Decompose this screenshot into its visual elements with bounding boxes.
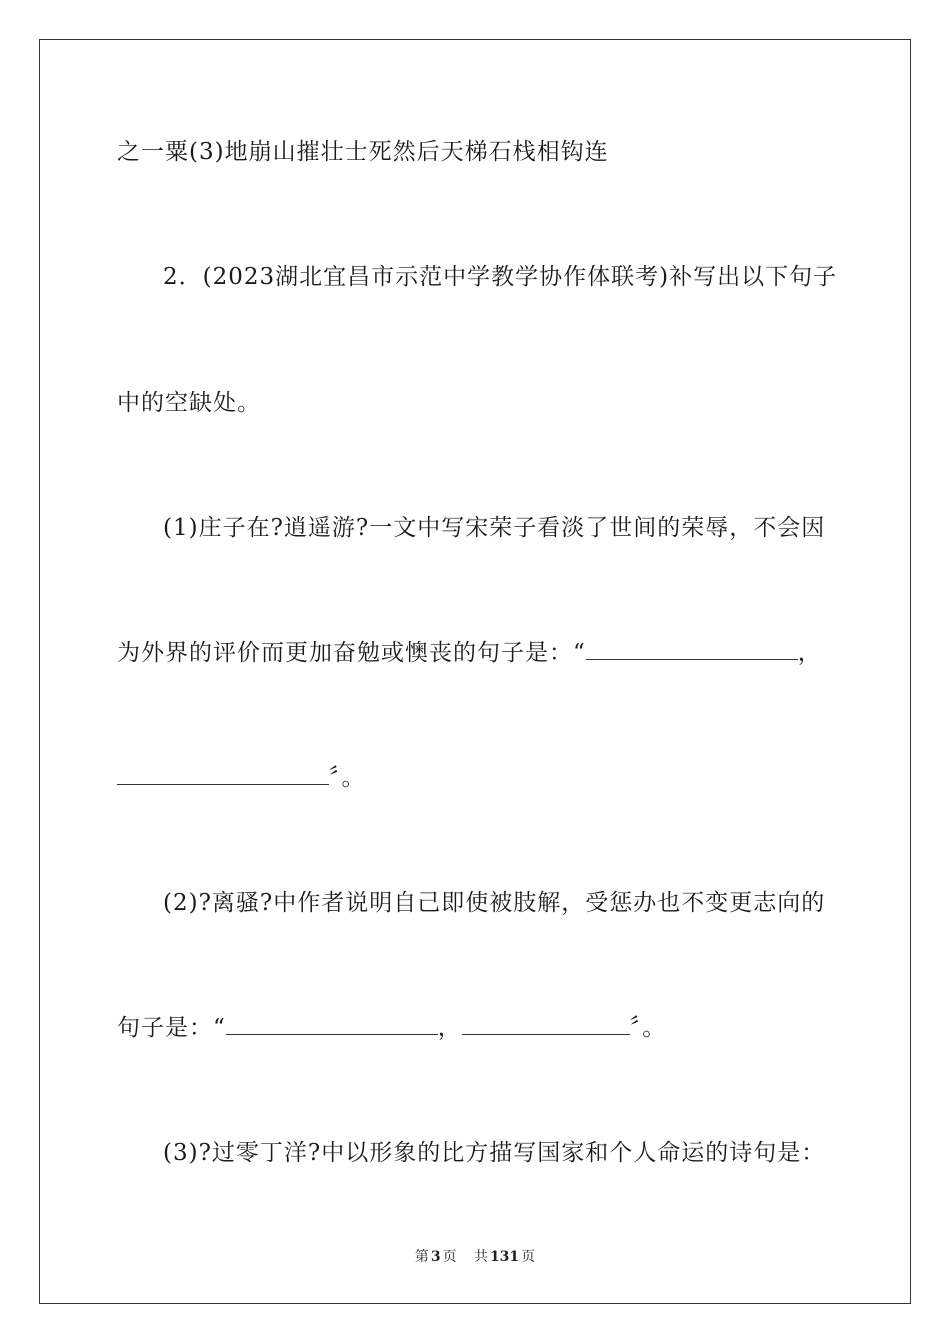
page-border	[39, 39, 911, 1304]
closing-quote: 〞。	[629, 1015, 667, 1041]
footer-page-number: 3	[430, 1249, 441, 1265]
footer-page-suffix: 页	[442, 1249, 457, 1265]
footer-total-suffix: 页	[521, 1249, 536, 1265]
comma: ，	[797, 640, 822, 666]
question-2-heading: 2．(2023湖北宜昌市示范中学教学协作体联考)补写出以下句子	[163, 264, 838, 290]
comma: ，	[437, 1015, 462, 1041]
page-footer	[0, 1248, 950, 1266]
answer-blank-2[interactable]	[117, 764, 329, 785]
question-2-part-3: (3)?过零丁洋?中以形象的比方描写国家和个人命运的诗句是：	[163, 1140, 826, 1166]
answer-blank-1[interactable]	[586, 639, 798, 660]
footer-prefix: 第	[414, 1249, 429, 1265]
text-line-3: 中的空缺处。	[117, 390, 261, 416]
footer-total-pages: 131	[489, 1249, 520, 1265]
answer-prompt: 为外界的评价而更加奋勉或懊丧的句子是：“	[117, 640, 586, 666]
question-2-part-1-answer-line-2	[117, 763, 366, 793]
question-2-part-1-answer-line	[117, 638, 822, 668]
question-2-part-2-answer-line	[117, 1013, 666, 1043]
question-2-part-1: (1)庄子在?逍遥游?一文中写宋荣子看淡了世间的荣辱，不会因	[163, 515, 826, 541]
closing-quote: 〞。	[329, 765, 366, 791]
footer-total-prefix: 共	[473, 1249, 488, 1265]
answer-blank-4[interactable]	[462, 1014, 630, 1035]
question-2-part-2: (2)?离骚?中作者说明自己即使被肢解，受惩办也不变更志向的	[163, 890, 826, 916]
answer-blank-3[interactable]	[226, 1014, 438, 1035]
answer-prompt: 句子是：“	[117, 1015, 226, 1041]
text-line-1: 之一粟(3)地崩山摧壮士死然后天梯石栈相钩连	[117, 139, 609, 165]
